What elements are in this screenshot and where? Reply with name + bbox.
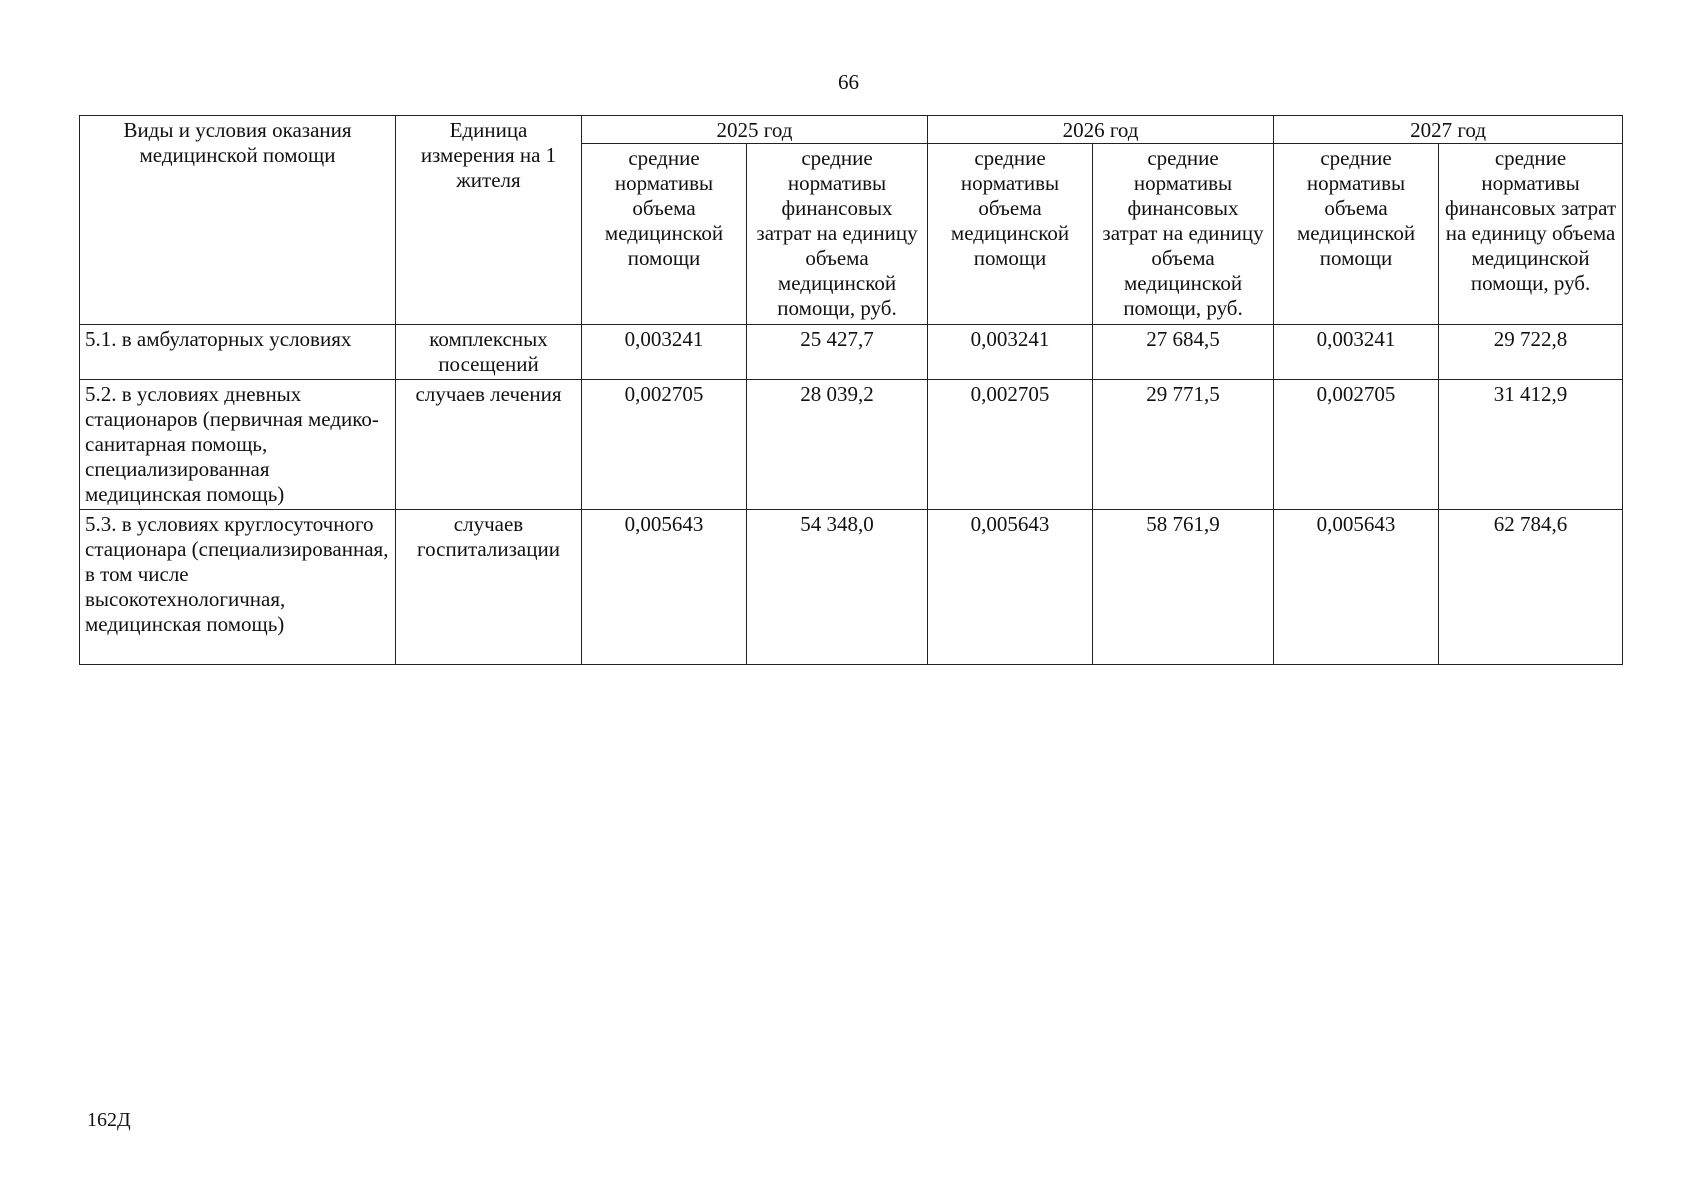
cost-2026-cell: 27 684,5 xyxy=(1093,325,1274,380)
row-type-cell: 5.1. в амбулаторных условиях xyxy=(80,325,396,380)
page-number: 66 xyxy=(838,70,859,94)
header-year-2027: 2027 год xyxy=(1274,116,1623,144)
cost-2027-cell: 62 784,6 xyxy=(1439,510,1623,665)
table-row xyxy=(80,325,1623,380)
cost-2027-cell: 31 412,9 xyxy=(1439,380,1623,510)
norms-table xyxy=(79,115,1623,665)
volume-2026-cell: 0,005643 xyxy=(928,510,1093,665)
header-types-of-care: Виды и условия оказания медицинской помощи xyxy=(80,116,396,325)
row-unit-cell: случаев лечения xyxy=(396,380,582,510)
volume-2025-cell: 0,005643 xyxy=(582,510,747,665)
header-row-years xyxy=(80,116,1623,144)
volume-2026-cell: 0,003241 xyxy=(928,325,1093,380)
row-unit-cell: комплексных посещений xyxy=(396,325,582,380)
subheader-cost-2025: средние нормативы финансовых затрат на единицу объема медицинской помощи, руб. xyxy=(747,144,928,325)
cost-2027-cell: 29 722,8 xyxy=(1439,325,1623,380)
subheader-volume-2025: средние нормативы объема медицинской помощи xyxy=(582,144,747,325)
subheader-cost-2026: средние нормативы финансовых затрат на единицу объема медицинской помощи, руб. xyxy=(1093,144,1274,325)
volume-2025-cell: 0,002705 xyxy=(582,380,747,510)
volume-2027-cell: 0,005643 xyxy=(1274,510,1439,665)
header-year-2025: 2025 год xyxy=(582,116,928,144)
volume-2027-cell: 0,002705 xyxy=(1274,380,1439,510)
cost-2025-cell: 25 427,7 xyxy=(747,325,928,380)
volume-2026-cell: 0,002705 xyxy=(928,380,1093,510)
table-row xyxy=(80,380,1623,510)
row-type-cell: 5.3. в условиях круглосуточного стационара (специализированная, в том числе высокотехнологичная, медицинская помощь) xyxy=(80,510,396,665)
cost-2026-cell: 29 771,5 xyxy=(1093,380,1274,510)
document-code: 162Д xyxy=(87,1109,131,1131)
subheader-volume-2026: средние нормативы объема медицинской помощи xyxy=(928,144,1093,325)
row-unit-cell: случаев госпитализации xyxy=(396,510,582,665)
header-unit: Единица измерения на 1 жителя xyxy=(396,116,582,325)
volume-2027-cell: 0,003241 xyxy=(1274,325,1439,380)
subheader-volume-2027: средние нормативы объема медицинской помощи xyxy=(1274,144,1439,325)
volume-2025-cell: 0,003241 xyxy=(582,325,747,380)
table-row xyxy=(80,510,1623,665)
cost-2025-cell: 28 039,2 xyxy=(747,380,928,510)
cost-2026-cell: 58 761,9 xyxy=(1093,510,1274,665)
row-type-cell: 5.2. в условиях дневных стационаров (первичная медико-санитарная помощь, специализированная медицинская помощь) xyxy=(80,380,396,510)
subheader-cost-2027: средние нормативы финансовых затрат на единицу объема медицинской помощи, руб. xyxy=(1439,144,1623,325)
cost-2025-cell: 54 348,0 xyxy=(747,510,928,665)
header-year-2026: 2026 год xyxy=(928,116,1274,144)
